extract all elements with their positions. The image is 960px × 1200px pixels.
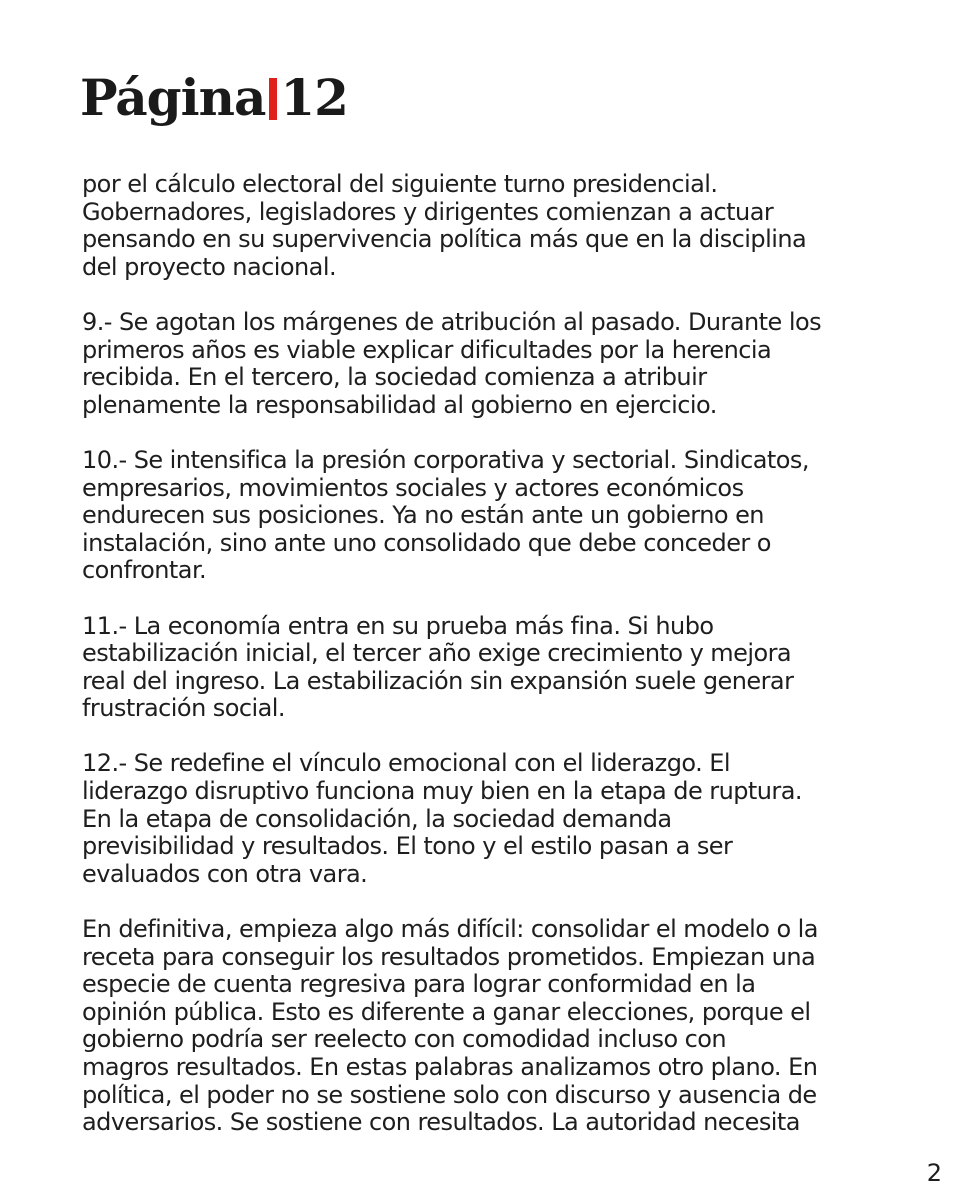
paragraph-point-11: 11.- La economía entra en su prueba más fina. Si hubo estabilización inicial, el tercer año exige crecimiento y mejora real del ingreso. La estabilización sin expansión suele generar frustración social. [82,611,794,723]
pagina12-logo [80,68,348,138]
paragraph-point-9: 9.- Se agotan los márgenes de atribución al pasado. Durante los primeros años es viable explicar dificultades por la herencia recibida. En el tercero, la sociedad comienza a atribuir plenamente la responsabilidad al gobierno en ejercicio. [82,307,822,419]
paragraph-conclusion: En definitiva, empieza algo más difícil: consolidar el modelo o la receta para conseguir los resultados prometidos. Empiezan una especie de cuenta regresiva para lograr conformidad en la opinión pública. Esto es diferente a ganar elecciones, porque el gobierno podría ser reelecto con comodidad incluso con magros resultados. En estas palabras analizamos otro plano. En política, el poder no se sostiene solo con discurso y ausencia de adversarios. Se sostiene con resultados. La autoridad necesita [82,915,818,1137]
paragraph-point-10: 10.- Se intensifica la presión corporativa y sectorial. Sindicatos, empresarios, movimientos sociales y actores económicos endurecen sus posiciones. Ya no están ante un gobierno en instalación, sino ante uno consolidado que debe conceder o confrontar. [82,445,809,585]
page-number: 2 [926,1159,942,1187]
paragraph-point-12: 12.- Se redefine el vínculo emocional con el liderazgo. El liderazgo disruptivo funciona muy bien en la etapa de ruptura. En la etapa de consolidación, la sociedad demanda previsibilidad y resultados. El tono y el estilo pasan a ser evaluados con otra vara. [82,749,802,888]
logo-number: 12 [280,68,348,127]
article-body [82,171,902,1164]
logo-red-bar [269,78,277,120]
paragraph-continuation: por el cálculo electoral del siguiente turno presidencial. Gobernadores, legisladores y dirigentes comienzan a actuar pensando en su supervivencia política más que en la disciplina del proyecto nacional. [82,170,807,281]
logo-wordmark: Página [80,68,266,127]
